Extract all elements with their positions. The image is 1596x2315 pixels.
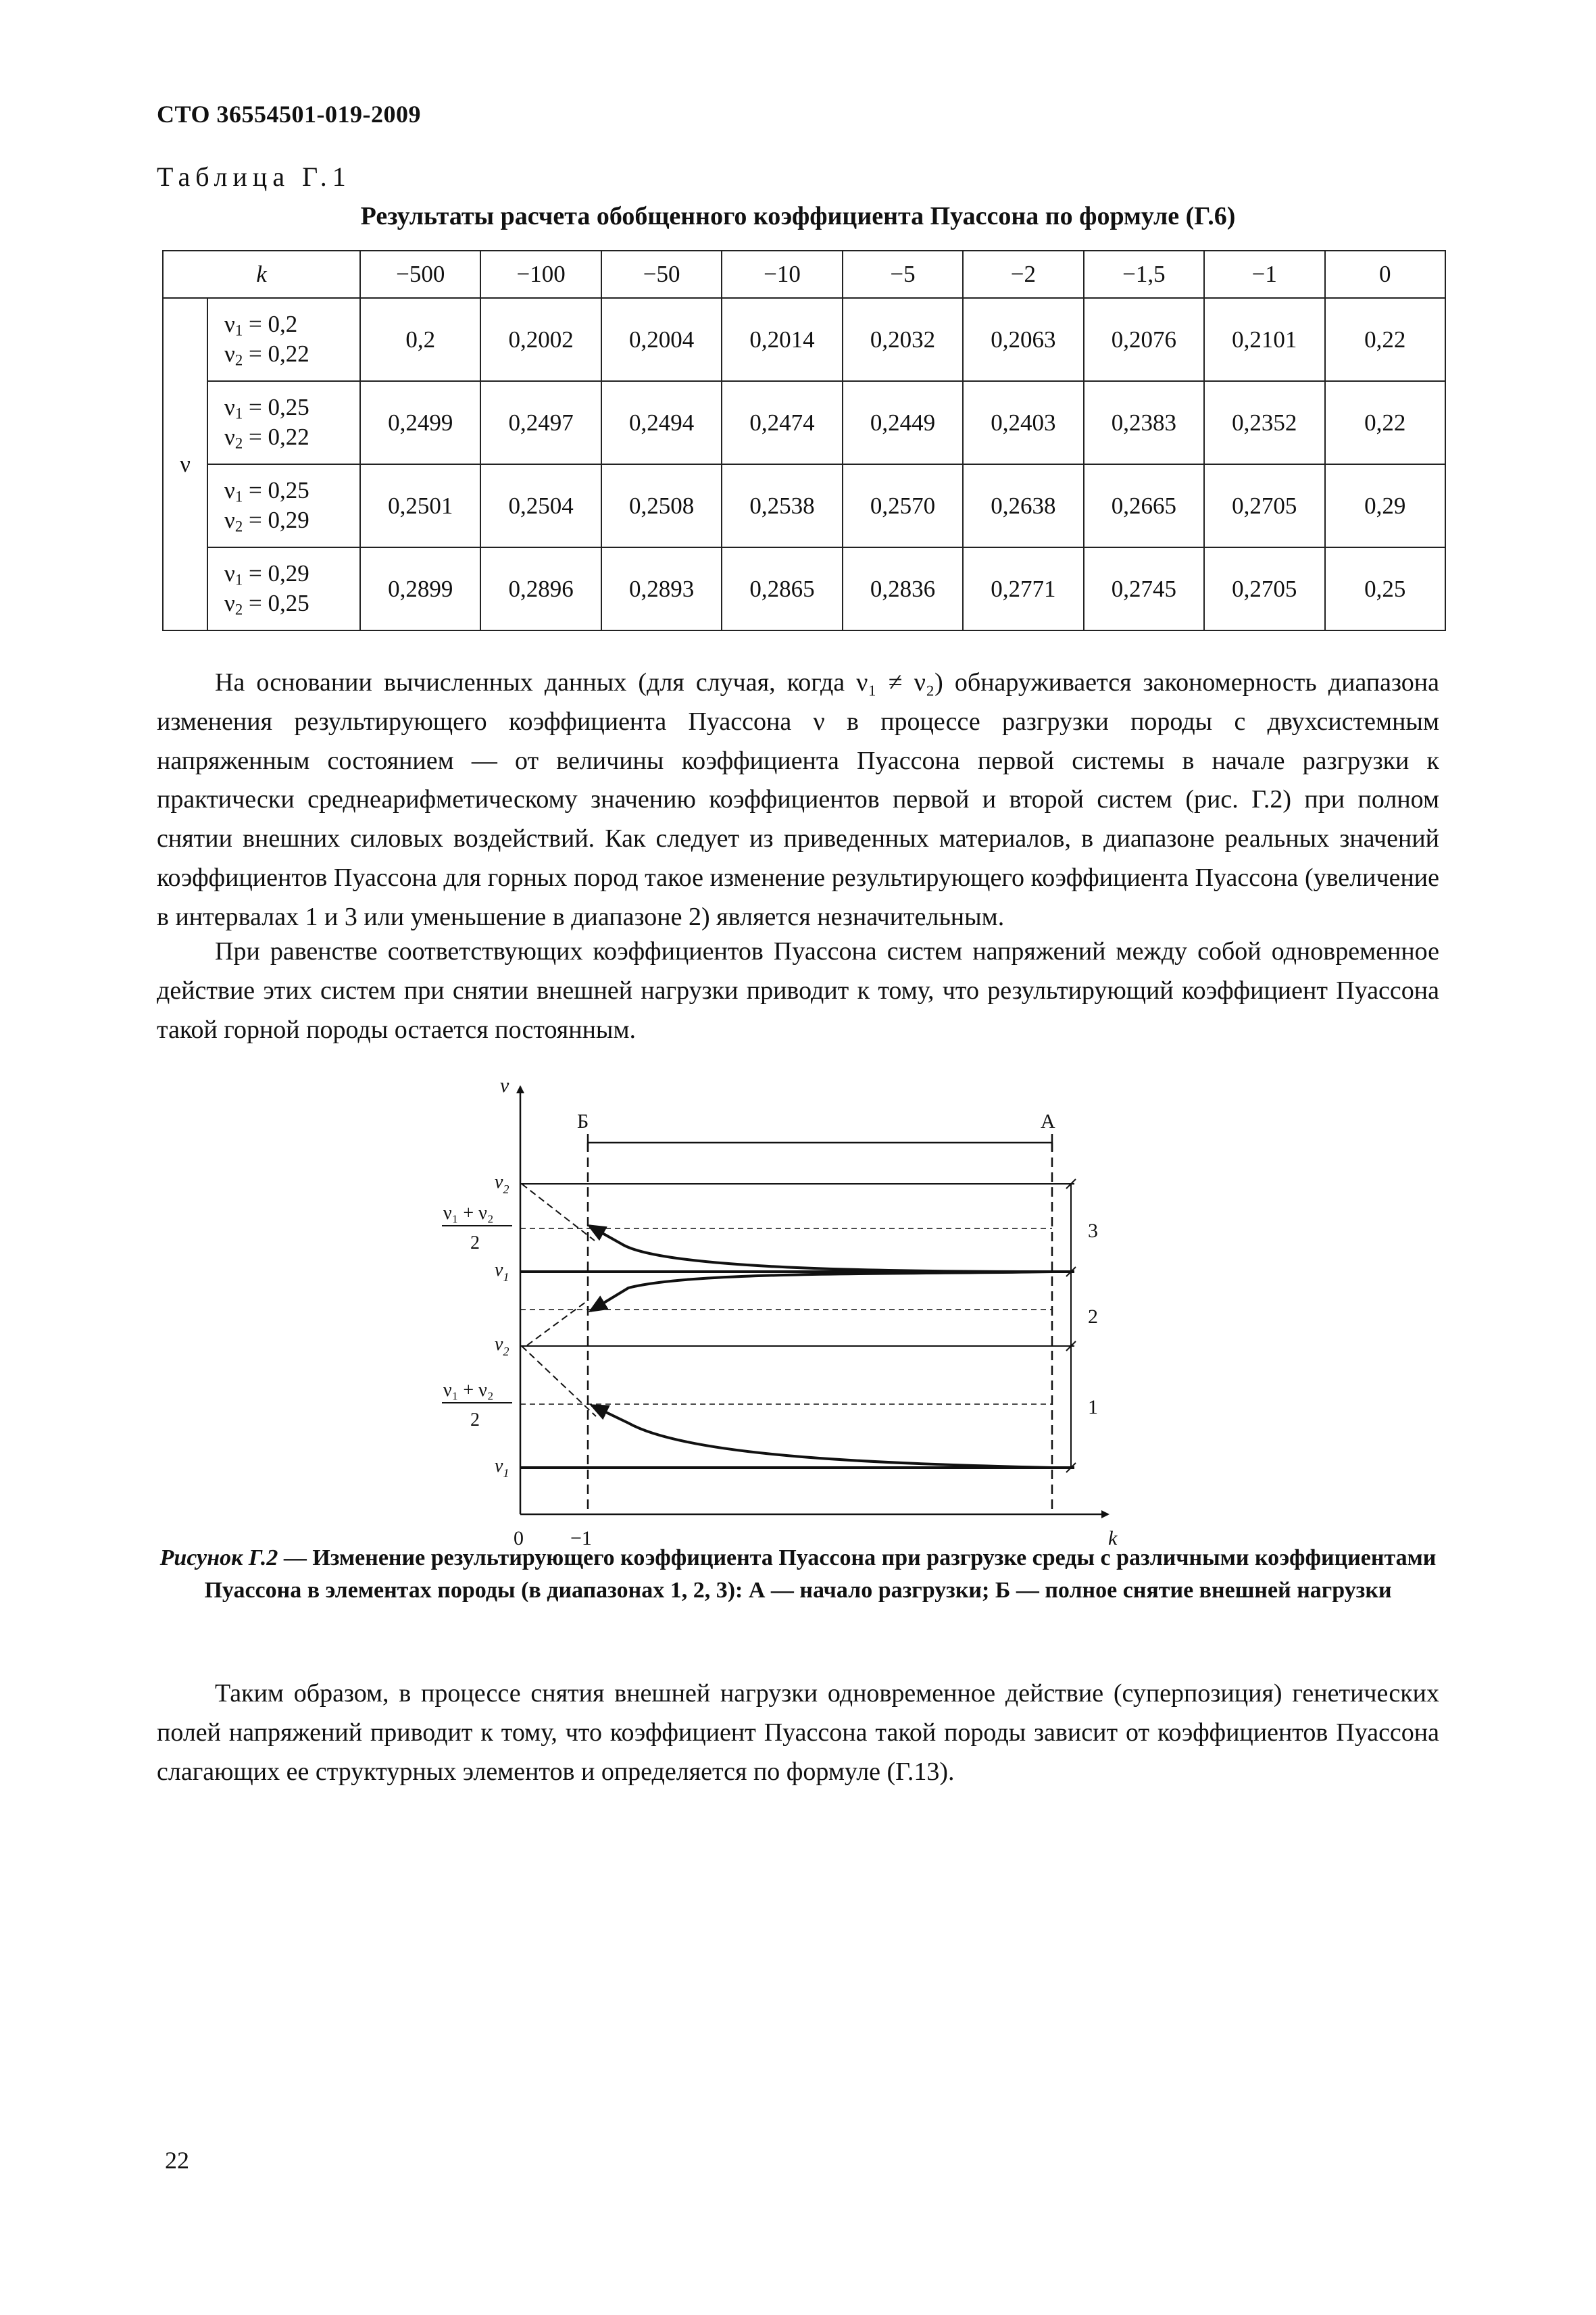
point-a-label: А (1041, 1110, 1055, 1132)
upper-nu1-label: $\nu_1$ (495, 1260, 509, 1284)
table-cell: 0,2474 (722, 381, 842, 464)
upper-mean-denominator: 2 (470, 1233, 480, 1253)
nu-pair-cell: $\nu_1 = 0,29$ $\nu_2 = 0,25$ (207, 547, 360, 630)
nu-pair-cell: $\nu_1 = 0,25$ $\nu_2 = 0,22$ (207, 381, 360, 464)
nu-pair-cell: $\nu_1 = 0,2$ $\nu_2 = 0,22$ (207, 298, 360, 381)
paragraph-1: На основании вычисленных данных (для случая, когда ν₁ ≠ ν₂) обнаруживается закономерность диапазона изменения результирующего коэффициента Пуассона ν в процессе разгрузки породы с двухсистемным напряженным состоянием — от величины коэффициента Пуассона первой системы в начале разгрузки к практически среднеарифметическому значению коэффициентов первой и второй систем (рис. Г.2) при полном снятии внешних силовых воздействий. Как следует из приведенных материалов, в диапазоне реальных значений коэффициентов Пуассона для горных пород такое изменение результирующего коэффициента Пуассона (увеличение в интервалах 1 и 3 или уменьшение в диапазоне 2) является незначительным. (157, 668, 1439, 931)
table-cell: 0,22 (1325, 298, 1445, 381)
table-cell: 0,29 (1325, 464, 1445, 547)
table-row (163, 464, 1445, 547)
table-cell: 0,2076 (1084, 298, 1204, 381)
table-cell: 0,2063 (963, 298, 1083, 381)
k-header: k (163, 251, 360, 298)
table-cell: 0,2501 (360, 464, 480, 547)
k-value: −1,5 (1084, 251, 1204, 298)
origin-label: 0 (514, 1527, 524, 1549)
figure-g2-diagram (405, 1072, 1189, 1549)
results-table (162, 250, 1446, 631)
table-cell: 0,2665 (1084, 464, 1204, 547)
table-cell: 0,2896 (480, 547, 601, 630)
lower-mean-denominator: 2 (470, 1410, 480, 1430)
table-cell: 0,2836 (843, 547, 963, 630)
upper-nu2-label: $\nu_2$ (495, 1172, 509, 1196)
table-cell: 0,25 (1325, 547, 1445, 630)
table-cell: 0,2538 (722, 464, 842, 547)
y-axis-label: ν (500, 1074, 509, 1097)
paragraph-3: Таким образом, в процессе снятия внешней нагрузки одновременное действие (суперпозиция) генетических полей напряжений приводит к тому, что коэффициент Пуассона такой породы зависит от коэффициентов Пуассона слагающих ее структурных элементов и определяется по формуле (Г.13). (157, 1679, 1439, 1786)
table-cell: 0,2570 (843, 464, 963, 547)
page-number: 22 (165, 2147, 189, 2174)
minus-one-label: −1 (570, 1527, 592, 1549)
table-cell: 0,2508 (601, 464, 722, 547)
paragraph-2: При равенстве соответствующих коэффициентов Пуассона систем напряжений между собой одновременное действие этих систем при снятии внешней нагрузки приводит к тому, что результирующий коэффициент Пуассона такой горной породы остается постоянным. (157, 937, 1439, 1044)
table-row (163, 547, 1445, 630)
k-value: −2 (963, 251, 1083, 298)
table-cell: 0,2499 (360, 381, 480, 464)
k-value: −10 (722, 251, 842, 298)
table-cell: 0,2014 (722, 298, 842, 381)
k-value: −5 (843, 251, 963, 298)
k-value: −500 (360, 251, 480, 298)
table-cell: 0,2899 (360, 547, 480, 630)
table-cell: 0,2705 (1204, 464, 1324, 547)
table-cell: 0,2383 (1084, 381, 1204, 464)
table-cell: 0,2705 (1204, 547, 1324, 630)
table-cell: 0,2494 (601, 381, 722, 464)
table-cell: 0,2771 (963, 547, 1083, 630)
table-row (163, 298, 1445, 381)
k-value: −100 (480, 251, 601, 298)
k-value: 0 (1325, 251, 1445, 298)
table-cell: 0,2449 (843, 381, 963, 464)
table-cell: 0,2002 (480, 298, 601, 381)
table-cell: 0,22 (1325, 381, 1445, 464)
table-header-row (163, 251, 1445, 298)
lower-nu2-label: $\nu_2$ (495, 1334, 509, 1358)
nu-pair-cell: $\nu_1 = 0,25$ $\nu_2 = 0,29$ (207, 464, 360, 547)
table-cell: 0,2504 (480, 464, 601, 547)
k-value: −1 (1204, 251, 1324, 298)
upper-mean-numerator: ν₁ + ν₂ (443, 1203, 494, 1224)
k-value: −50 (601, 251, 722, 298)
nu-row-header: ν (163, 298, 207, 630)
caption-text: — Изменение результирующего коэффициента Пуассона при разгрузке среды с различными коэффициентами Пуассона в элементах породы (в диапазонах 1, 2, 3): А — начало разгрузки; Б — полное снятие внешней нагрузки (204, 1545, 1437, 1603)
table-row (163, 381, 1445, 464)
table-cell: 0,2638 (963, 464, 1083, 547)
table-cell: 0,2032 (843, 298, 963, 381)
lower-nu1-label: $\nu_1$ (495, 1455, 509, 1480)
table-number: Таблица Г.1 (157, 161, 351, 192)
range-1-label: 1 (1088, 1396, 1098, 1418)
caption-label: Рисунок Г.2 (159, 1545, 278, 1570)
table-cell: 0,2352 (1204, 381, 1324, 464)
point-b-label: Б (577, 1110, 589, 1132)
document-code: СТО 36554501-019-2009 (157, 101, 422, 128)
table-cell: 0,2 (360, 298, 480, 381)
table-cell: 0,2101 (1204, 298, 1324, 381)
table-title: Результаты расчета обобщенного коэффициента Пуассона по формуле (Г.6) (360, 202, 1236, 230)
table-cell: 0,2403 (963, 381, 1083, 464)
table-cell: 0,2893 (601, 547, 722, 630)
figure-caption (157, 1542, 1439, 1608)
table-cell: 0,2865 (722, 547, 842, 630)
x-axis-label: k (1108, 1527, 1118, 1549)
curve-range-2 (591, 1272, 1052, 1311)
range-3-label: 3 (1088, 1220, 1098, 1242)
table-cell: 0,2004 (601, 298, 722, 381)
curve-range-1 (592, 1405, 1052, 1468)
curve-range-3 (589, 1226, 1052, 1272)
table-cell: 0,2745 (1084, 547, 1204, 630)
lower-mean-numerator: ν₁ + ν₂ (443, 1380, 494, 1401)
table-cell: 0,2497 (480, 381, 601, 464)
range-2-label: 2 (1088, 1305, 1098, 1328)
